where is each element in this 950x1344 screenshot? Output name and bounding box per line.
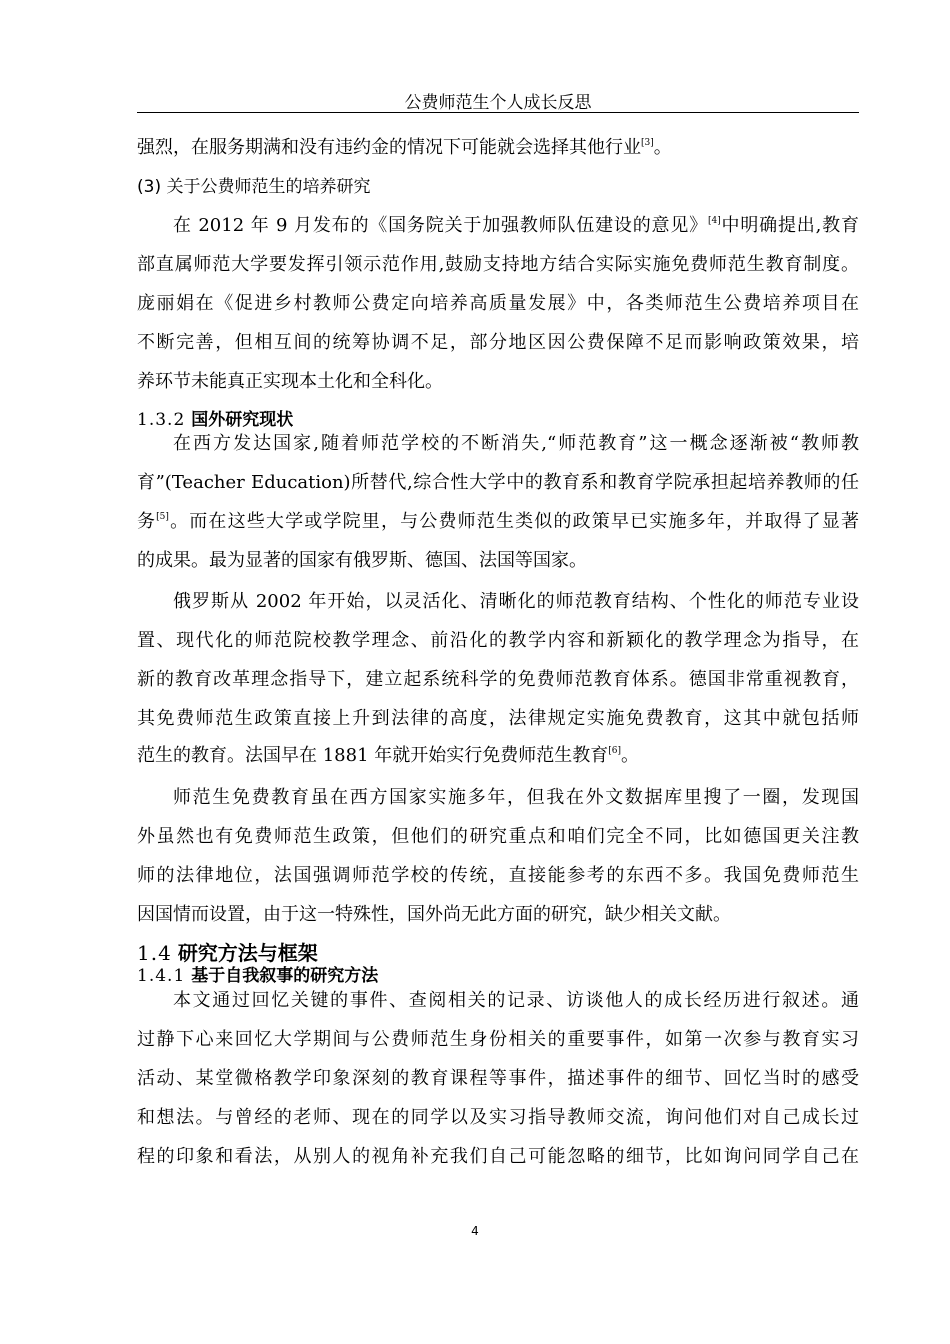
section-title: 基于自我叙事的研究方法: [191, 966, 379, 986]
body-line: 养环节未能真正实现本土化和全科化。: [137, 371, 443, 392]
body-line: 部直属师范大学要发挥引领示范作用,鼓励支持地方结合实际实施免费师范生教育制度。: [137, 254, 859, 275]
body-line: 过静下心来回忆大学期间与公费师范生身份相关的重要事件，如第一次参与教育实习: [137, 1029, 859, 1050]
text-segment: 。而在这些大学或学院里，与公费师范生类似的政策早已实施多年，并取得了显著: [168, 511, 859, 532]
text-segment: 强烈，在服务期满和没有违约金的情况下可能就会选择其他行业: [137, 137, 641, 158]
section-heading-1-4-1: [137, 964, 859, 988]
section-number: 1.4.1: [137, 966, 186, 986]
body-line: 新的教育改革理念指导下，建立起系统科学的免费师范教育体系。德国非常重视教育，: [137, 669, 859, 690]
body-line: 育”(Teacher Education)所替代,综合性大学中的教育系和教育学院承担起培养教师的任: [137, 472, 859, 493]
section-number: 1.4: [137, 941, 172, 965]
body-line: 活动、某堂微格教学印象深刻的教育课程等事件，描述事件的细节、回忆当时的感受: [137, 1068, 859, 1089]
body-line: [173, 214, 859, 238]
body-line: 庞丽娟在《促进乡村教师公费定向培养高质量发展》中，各类师范生公费培养项目在: [137, 293, 859, 314]
text-segment: 在 2012 年 9 月发布的《国务院关于加强教师队伍建设的意见》: [173, 215, 708, 236]
page-number: 4: [471, 1224, 479, 1238]
text-segment: 务: [137, 511, 157, 532]
text-segment: 范生的教育。法国早在 1881 年就开始实行免费师范生教育: [137, 745, 609, 766]
body-line: 和想法。与曾经的老师、现在的同学以及实习指导教师交流，询问他们对自己成长过: [137, 1107, 859, 1128]
body-line: 师的法律地位，法国强调师范学校的传统，直接能参考的东西不多。我国免费师范生: [137, 865, 859, 886]
body-line: 本文通过回忆关键的事件、查阅相关的记录、访谈他人的成长经历进行叙述。通: [173, 990, 859, 1011]
body-line: [137, 510, 859, 534]
section-heading-1-4: [137, 940, 859, 966]
section-title: 研究方法与框架: [177, 941, 318, 965]
citation-ref: [5]: [156, 512, 169, 522]
body-line: 程的印象和看法，从别人的视角补充我们自己可能忽略的细节，比如询问同学自己在: [137, 1146, 859, 1167]
body-line: 的成果。最为显著的国家有俄罗斯、德国、法国等国家。: [137, 550, 587, 571]
body-line: [137, 136, 859, 160]
citation-ref: [4]: [707, 216, 721, 226]
body-line: 俄罗斯从 2002 年开始，以灵活化、清晰化的师范教育结构、个性化的师范专业设: [173, 591, 859, 612]
subsection-label: (3) 关于公费师范生的培养研究: [137, 177, 371, 197]
body-line: 因国情而设置，由于这一特殊性，国外尚无此方面的研究，缺少相关文献。: [137, 904, 731, 925]
text-segment: 。: [653, 137, 672, 158]
running-header-title: 公费师范生个人成长反思: [404, 93, 592, 113]
body-line: 不断完善，但相互间的统筹协调不足，部分地区因公费保障不足而影响政策效果，培: [137, 332, 859, 353]
body-line: [137, 744, 859, 768]
body-line: 师范生免费教育虽在西方国家实施多年，但我在外文数据库里搜了一圈，发现国: [173, 787, 859, 808]
section-title: 国外研究现状: [191, 410, 294, 430]
header-rule: [137, 112, 859, 113]
text-segment: 中明确提出,教育: [720, 215, 859, 236]
body-line: 其免费师范生政策直接上升到法律的高度，法律规定实施免费教育，这其中就包括师: [137, 708, 859, 729]
section-number: 1.3.2: [137, 410, 186, 430]
body-line: 在西方发达国家,随着师范学校的不断消失,“师范教育”这一概念逐渐被“教师教: [173, 433, 859, 454]
body-line: 外虽然也有免费师范生政策，但他们的研究重点和咱们完全不同，比如德国更关注教: [137, 826, 859, 847]
citation-ref: [6]: [608, 746, 621, 756]
body-line: 置、现代化的师范院校教学理念、前沿化的教学内容和新颖化的教学理念为指导，在: [137, 630, 859, 651]
text-segment: 。: [621, 745, 639, 766]
citation-ref: [3]: [641, 138, 654, 148]
section-heading-1-3-2: [137, 408, 859, 432]
